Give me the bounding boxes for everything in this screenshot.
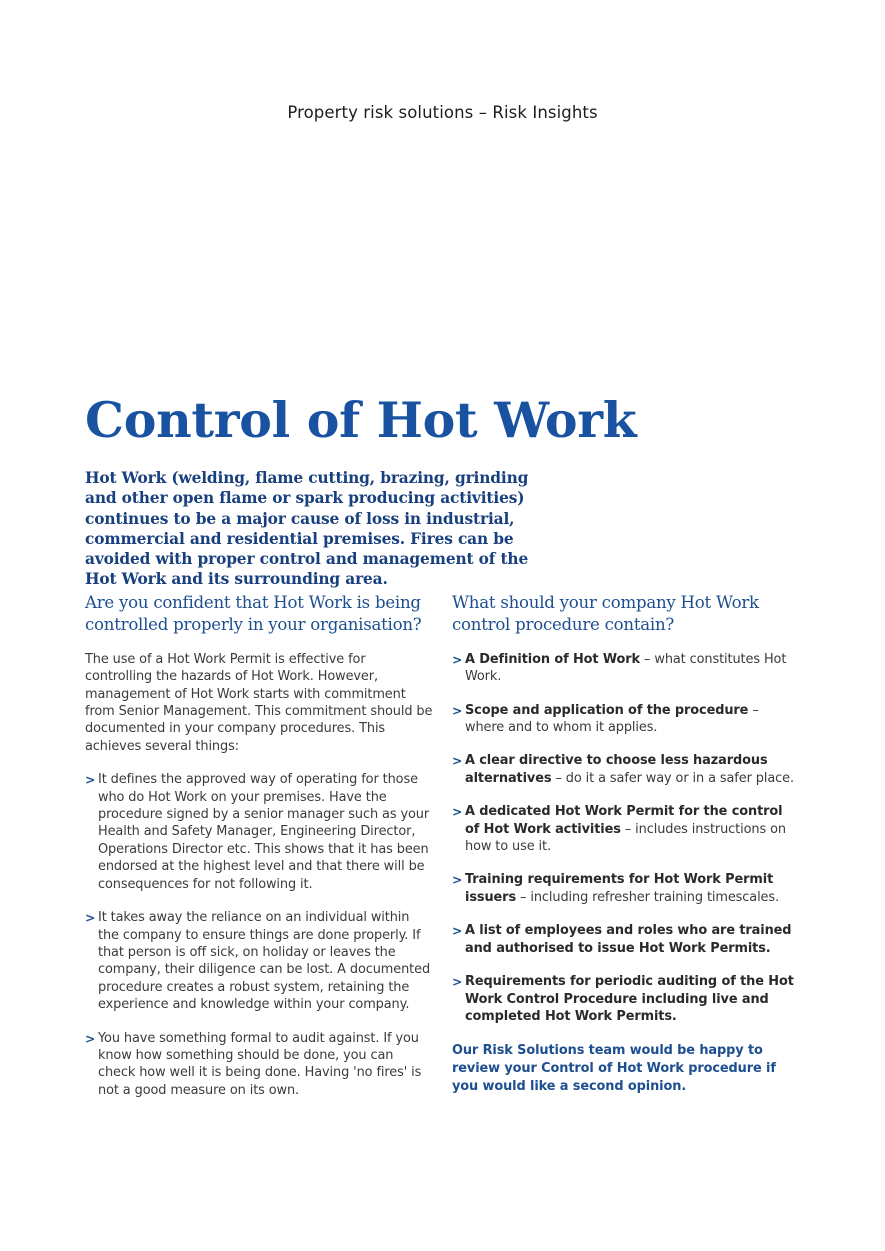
- list-item: [452, 922, 800, 957]
- chevron-right-icon: >: [452, 923, 463, 939]
- list-item: [85, 771, 434, 893]
- chevron-right-icon: >: [452, 804, 463, 820]
- list-item-lead: A Definition of Hot Work: [465, 651, 641, 667]
- left-column-bullet-list: [85, 771, 434, 1099]
- list-item-text: – includes instructions on how to use it.: [465, 821, 786, 855]
- list-item: [85, 1030, 434, 1100]
- right-column-bullet-list: [452, 651, 800, 1026]
- list-item: [452, 651, 800, 686]
- list-item-lead: A list of employees and roles who are trained and authorised to issue Hot Work Permits.: [465, 923, 792, 956]
- chevron-right-icon: >: [452, 702, 463, 718]
- closing-note: Our Risk Solutions team would be happy to review your Control of Hot Work procedure if you would like a second opinion.: [452, 1043, 776, 1094]
- chevron-right-icon: >: [452, 872, 463, 888]
- chevron-right-icon: >: [452, 651, 463, 667]
- list-item-text: – what constitutes Hot Work.: [465, 651, 787, 685]
- list-item: [452, 871, 800, 906]
- left-column-paragraph: The use of a Hot Work Permit is effective for controlling the hazards of Hot Work. However, management of Hot Work starts with commitment from Senior Management. This commitment should be documented in your company procedures. This achieves several things:: [85, 651, 433, 754]
- running-header-text: Property risk solutions – Risk Insights: [287, 103, 598, 122]
- chevron-right-icon: >: [85, 772, 96, 788]
- left-column: [85, 592, 434, 1099]
- left-column-heading: Are you confident that Hot Work is being controlled properly in your organisation?: [85, 593, 422, 635]
- list-item: [452, 973, 800, 1025]
- list-item: [85, 909, 434, 1013]
- list-item-text: You have something formal to audit against. If you know how something should be done, you can check how well it is being done. Having 'no fires' is not a good measure on its own.: [98, 1030, 422, 1098]
- list-item: [452, 702, 800, 737]
- list-item-lead: A clear directive to choose less hazardous alternatives: [465, 753, 768, 786]
- chevron-right-icon: >: [452, 753, 463, 769]
- chevron-right-icon: >: [85, 1030, 96, 1046]
- list-item-text: It defines the approved way of operating for those who do Hot Work on your premises. Have the procedure signed by a senior manager such as your Health and Safety Manager, Engineering Director, Operations Director etc. This shows that it has been endorsed at the highest level and that there will be consequences for not following it.: [98, 772, 430, 892]
- list-item-lead: Requirements for periodic auditing of the Hot Work Control Procedure including live and completed Hot Work Permits.: [465, 974, 794, 1024]
- chevron-right-icon: >: [85, 910, 96, 926]
- list-item-text: It takes away the reliance on an individual within the company to ensure things are done properly. If that person is off sick, on holiday or leaves the company, their diligence can be lost. A documented procedure creates a robust system, retaining the experience and knowledge within your company.: [98, 910, 431, 1013]
- chevron-right-icon: >: [452, 974, 463, 990]
- list-item-lead: A dedicated Hot Work Permit for the control of Hot Work activities: [465, 804, 783, 837]
- standfirst-paragraph: Hot Work (welding, flame cutting, brazing, grinding and other open flame or spark producing activities) continues to be a major cause of loss in industrial, commercial and residential premises. Fires can be avoided with proper control and management of the Hot Work and its surrounding area.: [85, 469, 529, 588]
- list-item-text: – where and to whom it applies.: [465, 702, 759, 736]
- list-item-lead: Training requirements for Hot Work Permit issuers: [465, 872, 774, 905]
- list-item: [452, 752, 800, 787]
- right-column: [452, 592, 800, 1095]
- right-column-heading: What should your company Hot Work control procedure contain?: [452, 593, 759, 635]
- page-title: Control of Hot Work: [85, 390, 637, 449]
- list-item-text: – do it a safer way or in a safer place.: [551, 770, 794, 786]
- running-header: [0, 103, 885, 122]
- list-item-text: – including refresher training timescales.: [516, 889, 779, 905]
- list-item: [452, 803, 800, 855]
- list-item-lead: Scope and application of the procedure: [465, 702, 749, 718]
